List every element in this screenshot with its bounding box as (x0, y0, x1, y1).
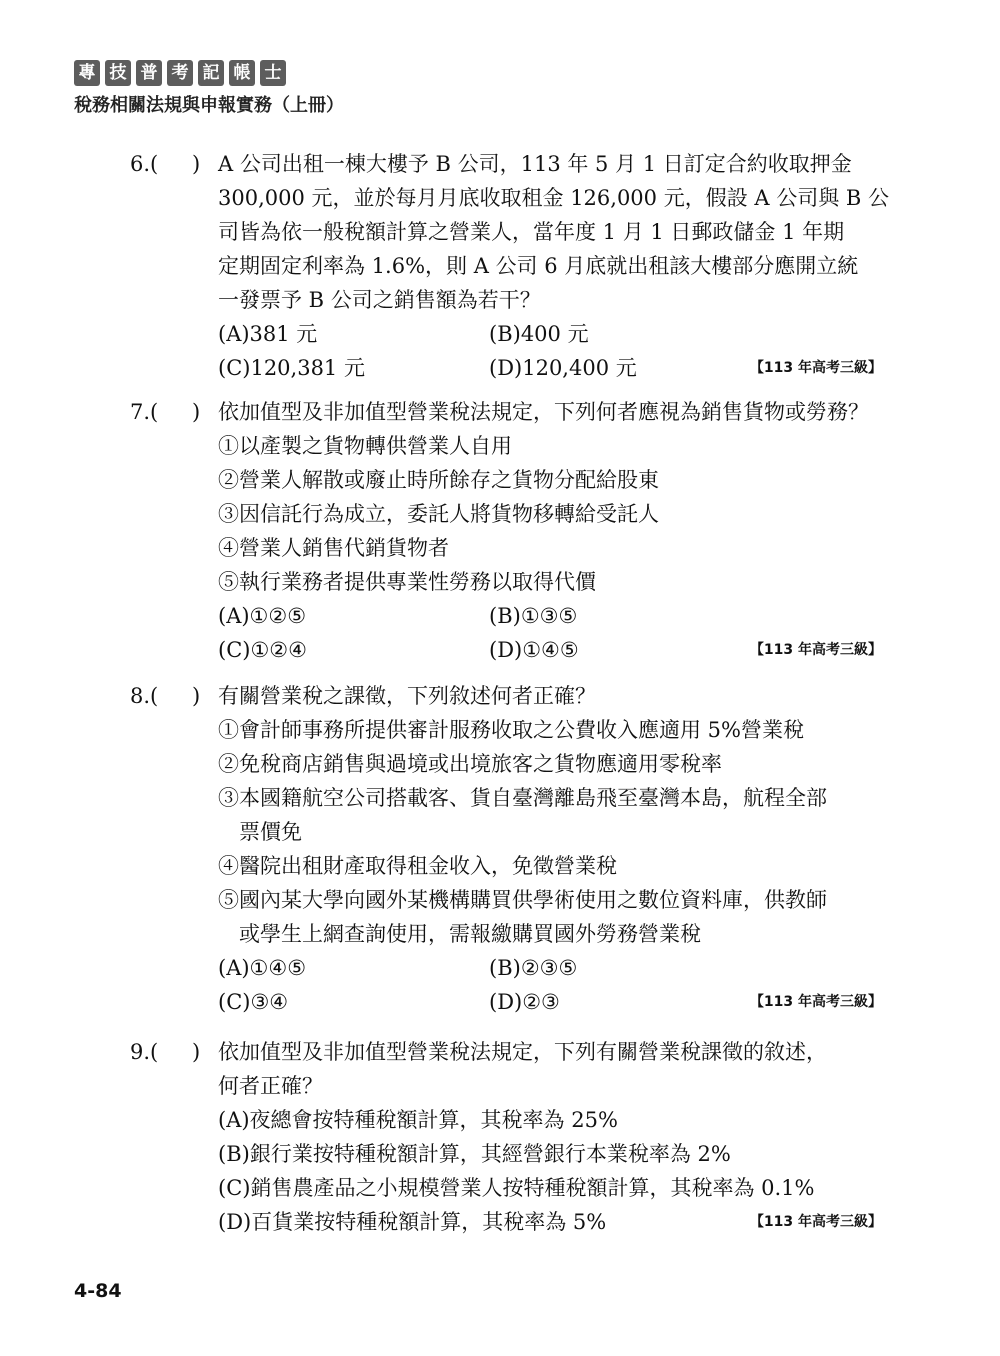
question-stem-line: 司皆為依一般稅額計算之營業人，當年度 1 月 1 日郵政儲金 1 年期 (218, 220, 845, 244)
option-b: (B)②③⑤ (489, 956, 578, 980)
question-stem-line: 何者正確？ (218, 1074, 323, 1098)
question-stem-line: 一發票予 B 公司之銷售額為若干？ (218, 288, 541, 312)
question-item: 或學生上網查詢使用，需報繳購買國外勞務營業稅 (218, 922, 701, 946)
option-c: (C)①②④ (218, 638, 307, 662)
question-item: ①會計師事務所提供審計服務收取之公費收入應適用 5%營業稅 (218, 718, 804, 742)
option-a: (A)381 元 (218, 322, 318, 346)
book-title: 稅務相關法規與申報實務（上冊） (74, 95, 344, 116)
series-char: 技 (105, 60, 131, 86)
series-char: 士 (260, 60, 286, 86)
question-item: ④醫院出租財產取得租金收入，免徵營業稅 (218, 854, 617, 878)
answer-paren: ) (192, 152, 201, 176)
question-item: ③本國籍航空公司搭載客、貨自臺灣離島飛至臺灣本島，航程全部 (218, 786, 827, 810)
question-number: 8.( (130, 684, 159, 708)
series-title (74, 60, 286, 86)
question-stem-line: 300,000 元，並於每月月底收取租金 126,000 元，假設 A 公司與 B 公 (218, 186, 890, 210)
exam-source: 【113 年高考三級】 (749, 642, 882, 658)
question-number: 6.( (130, 152, 159, 176)
series-char: 專 (74, 60, 100, 86)
question-number: 9.( (130, 1040, 159, 1064)
option-a: (A)①②⑤ (218, 604, 307, 628)
question-stem-line: A 公司出租一棟大樓予 B 公司，113 年 5 月 1 日訂定合約收取押金 (218, 152, 852, 176)
option-b: (B)400 元 (489, 322, 589, 346)
option-c: (C)120,381 元 (218, 356, 365, 380)
question-item: ⑤執行業務者提供專業性勞務以取得代價 (218, 570, 596, 594)
exam-source: 【113 年高考三級】 (749, 360, 882, 376)
series-char: 帳 (229, 60, 255, 86)
question-item: ③因信託行為成立，委託人將貨物移轉給受託人 (218, 502, 659, 526)
question-item: 票價免 (218, 820, 302, 844)
exam-source: 【113 年高考三級】 (749, 994, 882, 1010)
option-d: (D)①④⑤ (489, 638, 579, 662)
option-d: (D)百貨業按特種稅額計算，其稅率為 5% (218, 1210, 607, 1234)
option-d: (D)120,400 元 (489, 356, 637, 380)
answer-paren: ) (192, 400, 201, 424)
answer-paren: ) (192, 684, 201, 708)
series-char: 記 (198, 60, 224, 86)
question-stem-line: 有關營業稅之課徵，下列敘述何者正確？ (218, 684, 596, 708)
question-item: ④營業人銷售代銷貨物者 (218, 536, 449, 560)
question-number: 7.( (130, 400, 159, 424)
option-c: (C)③④ (218, 990, 289, 1014)
question-stem-line: 依加值型及非加值型營業稅法規定，下列何者應視為銷售貨物或勞務？ (218, 400, 869, 424)
question-item: ⑤國內某大學向國外某機構購買供學術使用之數位資料庫，供教師 (218, 888, 827, 912)
series-char: 普 (136, 60, 162, 86)
option-b: (B)①③⑤ (489, 604, 578, 628)
option-a: (A)夜總會按特種稅額計算，其稅率為 25% (218, 1108, 618, 1132)
option-d: (D)②③ (489, 990, 560, 1014)
option-b: (B)銀行業按特種稅額計算，其經營銀行本業稅率為 2% (218, 1142, 731, 1166)
option-c: (C)銷售農產品之小規模營業人按特種稅額計算，其稅率為 0.1% (218, 1176, 815, 1200)
answer-paren: ) (192, 1040, 201, 1064)
question-stem-line: 定期固定利率為 1.6%，則 A 公司 6 月底就出租該大樓部分應開立統 (218, 254, 859, 278)
series-char: 考 (167, 60, 193, 86)
question-item: ①以產製之貨物轉供營業人自用 (218, 434, 512, 458)
option-a: (A)①④⑤ (218, 956, 307, 980)
question-stem-line: 依加值型及非加值型營業稅法規定，下列有關營業稅課徵的敘述， (218, 1040, 827, 1064)
question-item: ②營業人解散或廢止時所餘存之貨物分配給股東 (218, 468, 659, 492)
page-number: 4-84 (74, 1280, 122, 1302)
exam-source: 【113 年高考三級】 (749, 1214, 882, 1230)
question-item: ②免稅商店銷售與過境或出境旅客之貨物應適用零稅率 (218, 752, 722, 776)
